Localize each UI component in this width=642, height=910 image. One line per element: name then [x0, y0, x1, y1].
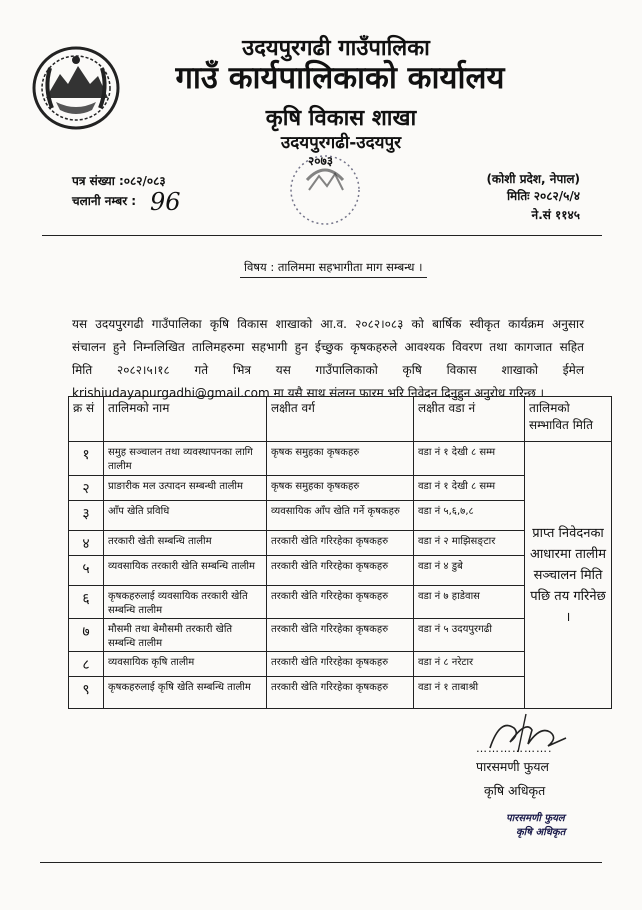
row-ward: वडा नं ७ हाडेवास	[414, 586, 525, 619]
office-title: गाउँ कार्यपालिकाको कार्यालय	[175, 60, 505, 96]
established-year: २०७३	[308, 154, 333, 168]
row-target: तरकारी खेति गरिरहेका कृषकहरु	[267, 531, 414, 556]
table-row	[69, 442, 612, 476]
signatory-name: पारसमणी फुयल	[476, 759, 549, 774]
row-name: तरकारी खेती सम्बन्धि तालीम	[104, 531, 267, 556]
col-header-date: तालिमको सम्भावित मिति	[525, 397, 612, 442]
row-ward: वडा नं १ देखी ८ सम्म	[414, 442, 525, 476]
row-target: तरकारी खेति गरिरहेका कृषकहरु	[267, 556, 414, 586]
municipality-name: उदयपुरगढी गाउँपालिका	[242, 36, 430, 61]
signature-stamp-name: पारसमणी फुयल	[506, 813, 565, 824]
row-sn: ९	[69, 677, 104, 709]
signature-line: ……………….	[476, 742, 553, 755]
row-target: तरकारी खेति गरिरहेका कृषकहरु	[267, 619, 414, 652]
province-label: (कोशी प्रदेश, नेपाल)	[486, 172, 580, 186]
row-sn: ७	[69, 619, 104, 652]
row-ward: वडा नं २ माझिसङ्टार	[414, 531, 525, 556]
col-header-ward: लक्षीत वडा नं	[414, 397, 525, 442]
row-name: कृषकहरुलाई कृषि खेति सम्बन्धि तालीम	[104, 677, 267, 709]
patra-sankhya: पत्र संख्या :०८२/०८३	[72, 174, 166, 188]
row-target: कृषक समुहका कृषकहरु	[267, 476, 414, 501]
row-sn: ८	[69, 652, 104, 677]
row-ward: वडा नं ५,६,७,८	[414, 501, 525, 531]
body-line-4: krishiudayapurgadhi@gmail.com मा यसै साथ संलग्न फारम भरि निवेदन दिनुहुन अनुरोध गरिन्छ ।	[72, 386, 545, 400]
row-target: व्यवसायिक आँप खेति गर्ने कृषकहरु	[267, 501, 414, 531]
col-header-name: तालिमको नाम	[104, 397, 267, 442]
col-header-sn: क्र सं	[69, 397, 104, 442]
signatory-title: कृषि अधिकृत	[484, 783, 546, 798]
footer-divider	[40, 862, 602, 863]
row-sn: ५	[69, 556, 104, 586]
row-sn: ३	[69, 501, 104, 531]
row-name: प्राङारीक मल उत्पादन सम्बन्धी तालीम	[104, 476, 267, 501]
row-ward: वडा नं ४ डुबे	[414, 556, 525, 586]
body-line-3: मिति २०८२।५।१८ गते भित्र यस गाउँपालिकाको कृषि विकास शाखाको ईमेल	[72, 363, 584, 377]
row-name: समुह सञ्चालन तथा व्यवस्थापनका लागि तालीम	[104, 442, 267, 476]
letter-date: मितिः २०८२/५/४	[506, 189, 580, 203]
header-divider	[42, 235, 602, 236]
row-name: मौसमी तथा बेमौसमी तरकारी खेति सम्बन्धि तालीम	[104, 619, 267, 652]
row-ward: वडा नं ५ उदयपुरगढी	[414, 619, 525, 652]
row-ward: वडा नं ८ नरेटार	[414, 652, 525, 677]
chalani-label: चलानी नम्बर :	[72, 194, 137, 208]
chalani-number: 96	[150, 188, 181, 216]
proposed-date-cell: प्राप्त निवेदनका आधारमा तालीम सञ्चालन मिति पछि तय गरिनेछ ।	[525, 442, 612, 709]
section-title: कृषि विकास शाखा	[265, 106, 417, 131]
row-target: तरकारी खेति गरिरहेका कृषकहरु	[267, 586, 414, 619]
row-ward: वडा नं १ ताबाश्री	[414, 677, 525, 709]
row-sn: २	[69, 476, 104, 501]
row-target: तरकारी खेति गरिरहेका कृषकहरु	[267, 652, 414, 677]
row-name: व्यवसायिक तरकारी खेति सम्बन्धि तालीम	[104, 556, 267, 586]
nepal-sambat-date: ने.सं ११४५	[531, 208, 580, 222]
letter-subject: विषय : तालिममा सहभागीता माग सम्बन्ध ।	[240, 260, 427, 278]
letter-body	[72, 313, 584, 405]
training-table	[68, 396, 612, 709]
row-sn: ६	[69, 586, 104, 619]
row-ward: वडा नं १ देखी ८ सम्म	[414, 476, 525, 501]
row-name: व्यवसायिक कृषि तालीम	[104, 652, 267, 677]
body-line-1: यस उदयपुरगढी गाउँपालिका कृषि विकास शाखाको आ.व. २०८२।०८३ को बार्षिक स्वीकृत कार्यक्रम अनुसार	[72, 317, 584, 331]
row-name: आँप खेति प्रविधि	[104, 501, 267, 531]
col-header-target: लक्षीत वर्ग	[267, 397, 414, 442]
row-name: कृषकहरुलाई व्यवसायिक तरकारी खेति सम्बन्धि तालीम	[104, 586, 267, 619]
signature-stamp-title: कृषि अधिकृत	[516, 827, 566, 838]
row-sn: ४	[69, 531, 104, 556]
table-header-row	[69, 397, 612, 442]
row-target: तरकारी खेति गरिरहेका कृषकहरु	[267, 677, 414, 709]
office-address: उदयपुरगढी-उदयपुर	[280, 133, 402, 153]
body-line-2: संचालन हुने निम्नलिखित तालिमहरुमा सहभागी हुन ईच्छुक कृषकहरुले आवश्यक विवरण तथा कागजात सहित	[72, 340, 584, 354]
row-sn: १	[69, 442, 104, 476]
row-target: कृषक समुहका कृषकहरु	[267, 442, 414, 476]
